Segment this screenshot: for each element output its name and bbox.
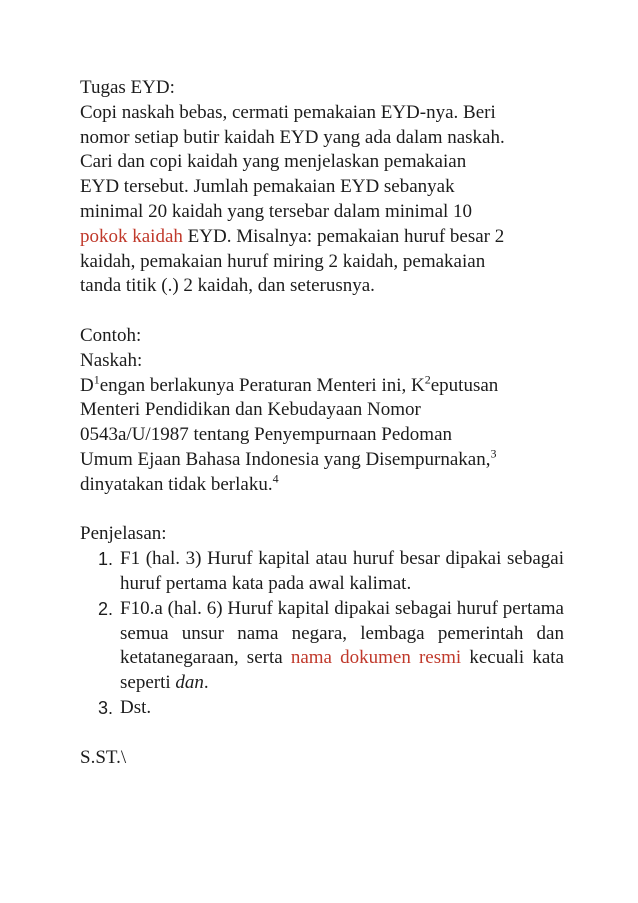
task-line: tanda titik (.) 2 kaidah, dan seterusnya.: [80, 275, 375, 297]
naskah-line: [80, 374, 564, 399]
list-item-text: kecuali kata seperti: [120, 647, 564, 694]
naskah-line: [80, 473, 564, 498]
naskah-line: [80, 448, 564, 473]
list-item: [98, 696, 564, 721]
task-line: [80, 225, 564, 250]
naskah-label: Naskah:: [80, 349, 143, 371]
footnote-marker: 2: [424, 372, 431, 387]
list-number: 3.: [98, 697, 114, 718]
naskah-text: Umum Ejaan Bahasa Indonesia yang Disempurnakan,: [80, 448, 491, 470]
footnote-marker: 4: [272, 471, 279, 486]
task-line-rest: EYD. Misalnya: pemakaian huruf besar 2: [182, 225, 505, 247]
highlight-pokok-kaidah: pokok kaidah: [80, 225, 183, 247]
naskah-line: 0543a/U/1987 tentang Penyempurnaan Pedoman: [80, 424, 453, 446]
document-page: [80, 76, 564, 770]
task-line: Copi naskah bebas, cermati pemakaian EYD-nya. Beri: [80, 101, 496, 123]
list-item-text: .: [203, 672, 209, 694]
list-item: [98, 547, 564, 597]
signature: S.ST.\: [80, 746, 127, 768]
task-line: EYD tersebut. Jumlah pemakaian EYD sebanyak: [80, 176, 455, 198]
task-line: minimal 20 kaidah yang tersebar dalam minimal 10: [80, 200, 473, 222]
naskah-text: eputusan: [430, 374, 499, 396]
list-number: 2.: [98, 598, 114, 619]
footnote-marker: 3: [490, 446, 497, 461]
task-line: Cari dan copi kaidah yang menjelaskan pemakaian: [80, 151, 467, 173]
highlight-nama-dokumen-resmi: nama dokumen resmi: [290, 647, 462, 669]
task-section: [80, 76, 564, 299]
naskah-text: D: [80, 374, 94, 396]
task-line: kaidah, pemakaian huruf miring 2 kaidah, pemakaian: [80, 250, 486, 272]
list-item-text: Dst.: [120, 696, 152, 718]
italic-word: dan: [175, 672, 204, 694]
list-item: [98, 597, 564, 696]
spacer: [80, 498, 564, 523]
list-item-text: F1 (hal. 3) Huruf kapital atau huruf besar dipakai sebagai huruf pertama kata pada awal kalimat.: [120, 548, 564, 594]
explanation-list: [80, 547, 564, 721]
task-line: nomor setiap butir kaidah EYD yang ada dalam naskah.: [80, 126, 505, 148]
list-item-text: F10.a (hal. 6) Huruf kapital dipakai sebagai huruf pertama semua unsur nama negara, lembaga pemerintah dan ketatanegaraan, serta: [120, 597, 564, 669]
example-section: [80, 324, 564, 498]
naskah-text: dinyatakan tidak berlaku.: [80, 473, 273, 495]
footnote-marker: 1: [93, 372, 100, 387]
spacer: [80, 299, 564, 324]
spacer: [80, 721, 564, 746]
task-title: Tugas EYD:: [80, 77, 175, 98]
example-heading: Contoh:: [80, 324, 142, 346]
naskah-line: Menteri Pendidikan dan Kebudayaan Nomor: [80, 399, 421, 421]
explanation-heading: Penjelasan:: [80, 523, 167, 545]
explanation-section: [80, 522, 564, 720]
list-number: 1.: [98, 549, 114, 570]
naskah-text: engan berlakunya Peraturan Menteri ini, K: [99, 374, 425, 396]
